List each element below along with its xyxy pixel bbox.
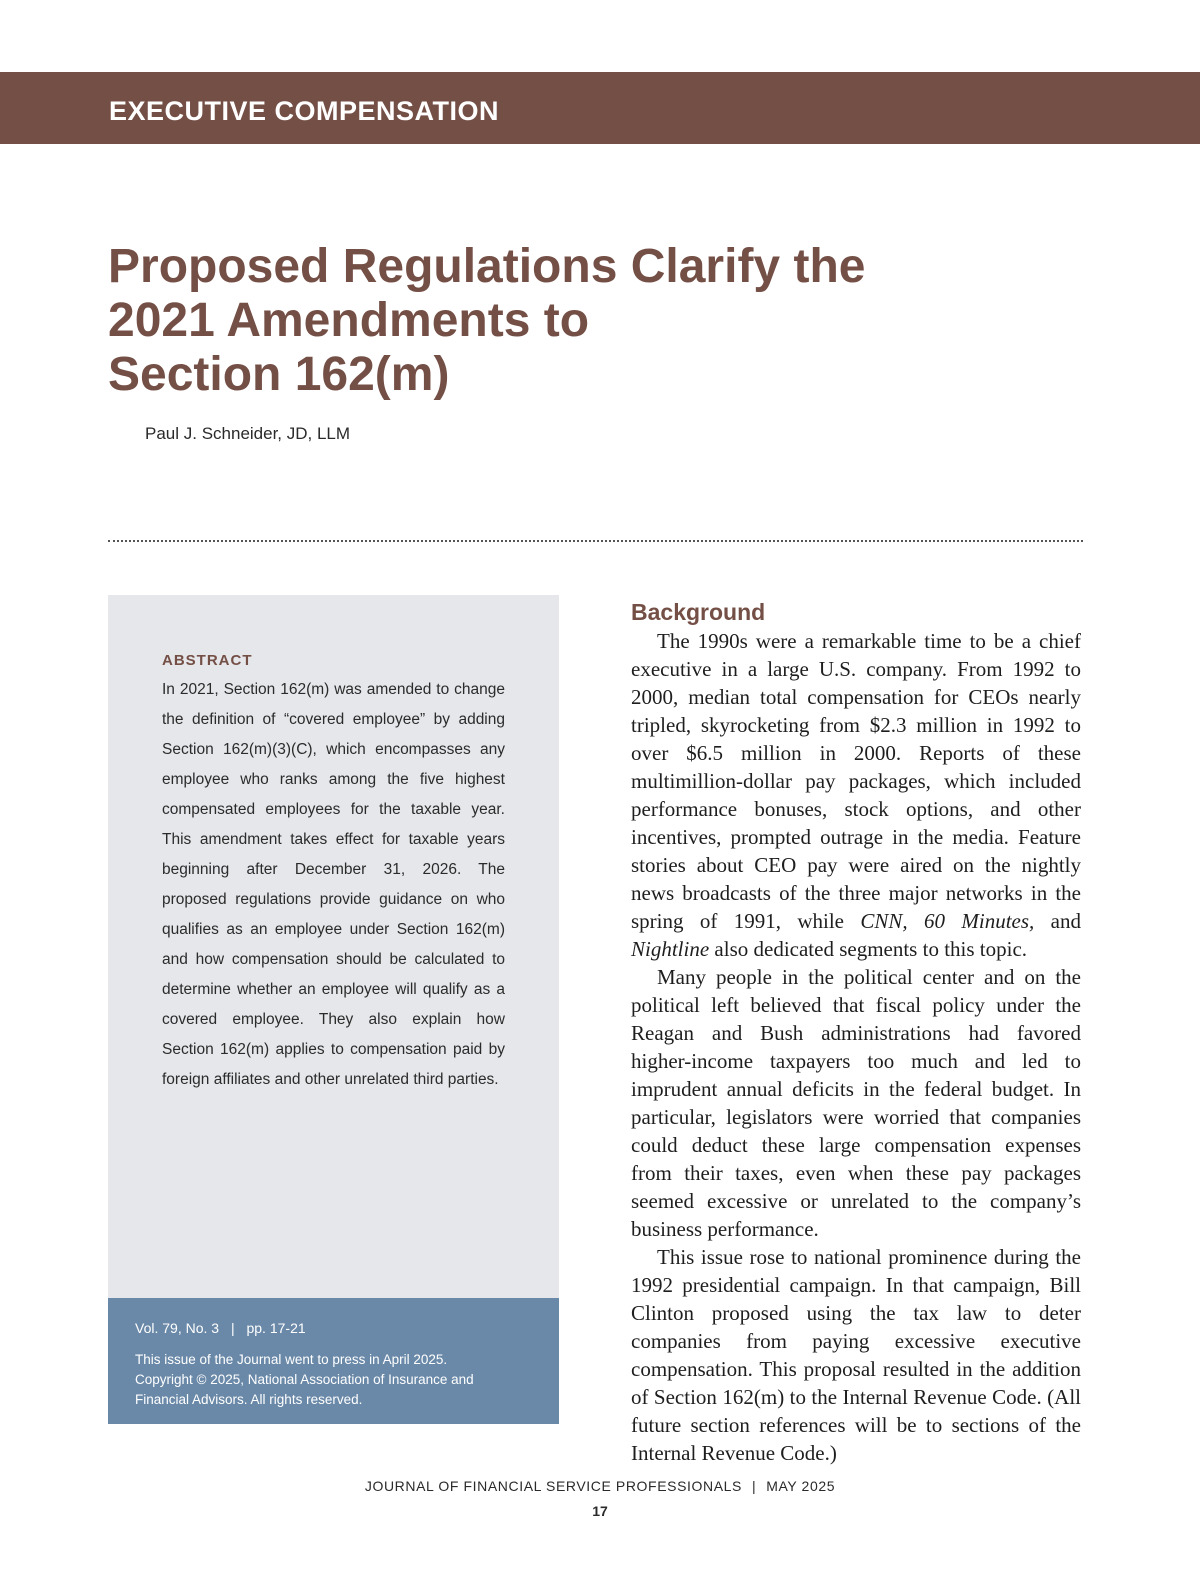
press-note [135,1350,535,1410]
page-range: pp. 17-21 [246,1320,306,1336]
abstract-text: In 2021, Section 162(m) was amended to change the definition of “covered employee” by adding Section 162(m)(3)(C), which encompasses any employee who ranks among the five highest compensated employees for the taxable year. This amendment takes effect for taxable years beginning after December 31, 2026. The proposed regulations provide guidance on who qualifies as an employee under Section 162(m) and how compensation should be calculated to determine whether an employee will qualify as a covered employee. They also explain how Section 162(m) applies to compensation paid by foreign affiliates and other unrelated third parties. [162,681,505,1088]
press-note-line: Copyright © 2025, National Association of Insurance and [135,1372,474,1387]
volume-number: Vol. 79, No. 3 [135,1320,220,1336]
article-title [108,240,868,402]
p1-italic-outlets: CNN, 60 Minutes, [860,909,1035,933]
title-line: 2021 Amendments to [108,294,590,347]
section-label: EXECUTIVE COMPENSATION [109,96,500,126]
page-footer [0,1478,1200,1494]
press-note-line: Financial Advisors. All rights reserved. [135,1392,363,1407]
background-heading: Background [631,599,766,625]
author-byline: Paul J. Schneider, JD, LLM [145,424,351,443]
body-paragraph-1 [631,627,1081,963]
title-line: Section 162(m) [108,348,450,401]
title-line: Proposed Regulations Clarify the [108,240,866,293]
p1-text-mid: and [1034,909,1081,933]
press-note-line: This issue of the Journal went to press in April 2025. [135,1352,448,1367]
volume-separator: | [230,1320,235,1336]
body-paragraph-2: Many people in the political center and on the political left believed that fiscal policy under the Reagan and Bush administrations had favored higher-income taxpayers too much and led to imprudent annual deficits in the federal budget. In particular, legislators were worried that companies could deduct these large compensation expenses from their taxes, even when these pay packages seemed excessive or unrelated to the company’s business performance. [631,965,1081,1241]
p1-text: The 1990s were a remarkable time to be a chief executive in a large U.S. company. From 1992 to 2000, median total compensation for CEOs nearly tripled, skyrocketing from $2.3 million in 1992 to over $6.5 million in 2000. Reports of these multimillion-dollar pay packages, which included performance bonuses, stock options, and other incentives, prompted outrage in the media. Feature stories about CEO pay were aired on the nightly news broadcasts of the three major networks in the spring of 1991, while [631,629,1081,933]
volume-info [135,1320,306,1336]
body-paragraph-3: This issue rose to national prominence during the 1992 presidential campaign. In that campaign, Bill Clinton proposed using the tax law to deter companies from paying excessive executive compensation. This proposal resulted in the addition of Section 162(m) to the Internal Revenue Code. (All future section references will be to sections of the Internal Revenue Code.) [631,1245,1081,1465]
page-number: 17 [592,1503,608,1519]
issue-date: MAY 2025 [766,1478,836,1494]
abstract-heading: ABSTRACT [162,652,253,669]
publication-info-box [108,1298,559,1424]
abstract-box [108,595,559,1298]
p1-text-end: also dedicated segments to this topic. [709,937,1028,961]
journal-name: JOURNAL OF FINANCIAL SERVICE PROFESSIONALS [364,1478,742,1494]
p1-italic-nightline: Nightline [631,937,710,961]
body-column [631,597,1081,1467]
dotted-divider [108,540,1083,542]
footer-separator: | [751,1478,757,1494]
